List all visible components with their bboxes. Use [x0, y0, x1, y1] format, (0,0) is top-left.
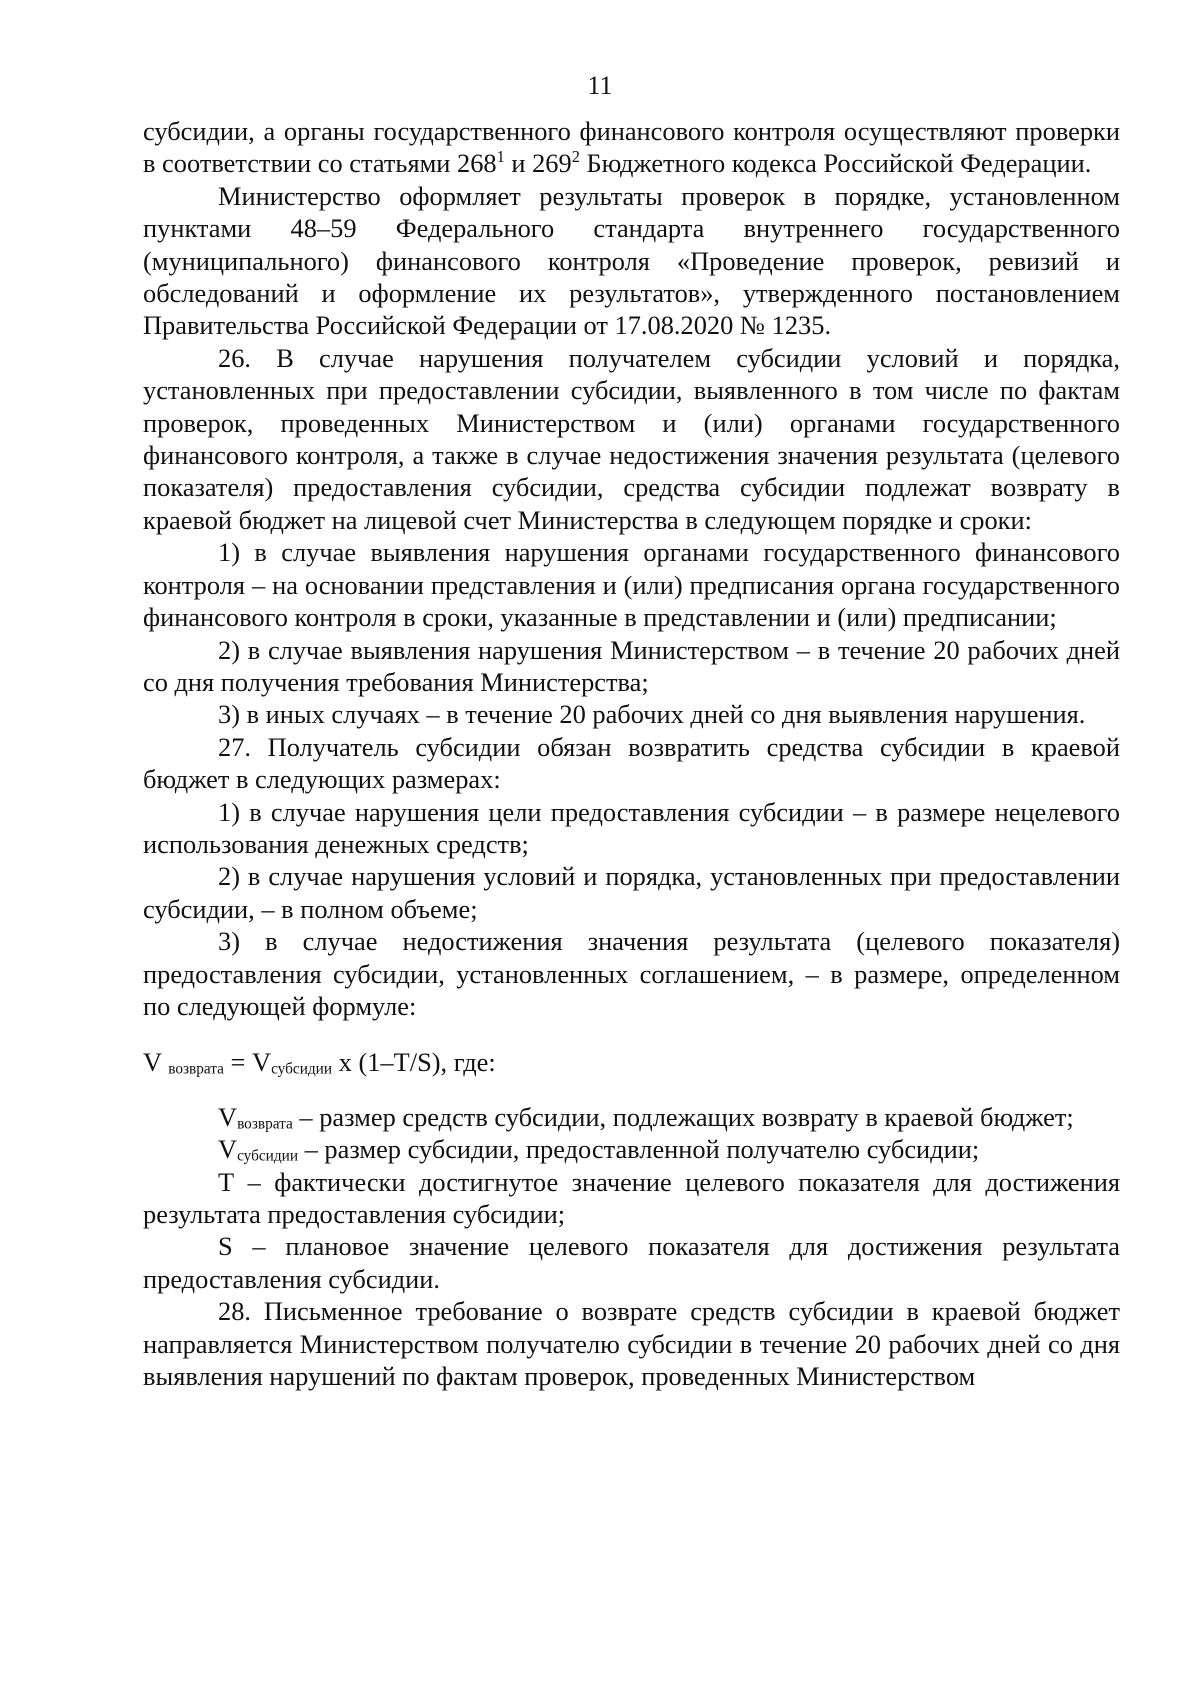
- formula-rest: x (1–T/S), где:: [332, 1047, 496, 1078]
- formula: [143, 1046, 1120, 1078]
- paragraph-inspection-results: Министерство оформляет результаты проверок в порядке, установленном пунктами 48–59 Федерального стандарта внутреннего государственного (муниципального) финансового контроля «Проведение проверок, ревизий и обследований и оформление их результатов», утвержденного постановлением Правительства Российской Федерации от 17.08.2020 № 1235.: [143, 180, 1120, 341]
- definition-s: S – плановое значение целевого показателя для достижения результата предоставления субсидии.: [143, 1231, 1120, 1294]
- document-body: [143, 115, 1120, 1392]
- definition-subscript: возврата: [237, 1115, 293, 1133]
- list-item-26-1: 1) в случае выявления нарушения органами государственного финансового контроля – на основании представления и (или) предписания органа государственного финансового контроля в сроки, указанные в представлении и (или) предписании;: [143, 537, 1120, 633]
- paragraph-continuation: [143, 115, 1120, 180]
- list-item-27-2: 2) в случае нарушения условий и порядка, установленных при предоставлении субсидии, – в полном объеме;: [143, 861, 1120, 924]
- definition-v-subsidy: [143, 1133, 1120, 1165]
- definition-t: Т – фактически достигнутое значение целевого показателя для достижения результата предоставления субсидии;: [143, 1166, 1120, 1229]
- list-item-27-1: 1) в случае нарушения цели предоставления субсидии – в размере нецелевого использования денежных средств;: [143, 796, 1120, 859]
- definition-v: V: [218, 1101, 238, 1132]
- page-number: 11: [587, 71, 613, 100]
- definition-text: – размер средств субсидии, подлежащих возврату в краевой бюджет;: [292, 1101, 1074, 1132]
- formula-subscript-return: возврата: [168, 1060, 224, 1078]
- list-item-27-3: 3) в случае недостижения значения результата (целевого показателя) предоставления субсидии, установленных соглашением, – в размере, определенном по следующей формуле:: [143, 926, 1120, 1021]
- definition-subscript: субсидии: [237, 1147, 299, 1165]
- list-item-26-2: 2) в случае выявления нарушения Министерством – в течение 20 рабочих дней со дня получения требования Министерства;: [143, 634, 1120, 697]
- superscript-2: 2: [571, 147, 580, 167]
- formula-equals: = V: [223, 1047, 272, 1078]
- definition-v-return: [143, 1101, 1120, 1133]
- definition-text: – размер субсидии, предоставленной получателю субсидии;: [298, 1134, 980, 1165]
- paragraph-28: 28. Письменное требование о возврате средств субсидии в краевой бюджет направляется Министерством получателю субсидии в течение 20 рабочих дней со дня выявления нарушений по фактам проверок, проведенных Министерством: [143, 1296, 1120, 1392]
- formula-v: V: [143, 1047, 162, 1078]
- list-item-26-3: 3) в иных случаях – в течение 20 рабочих дней со дня выявления нарушения.: [218, 699, 1086, 730]
- paragraph-27: 27. Получатель субсидии обязан возвратить средства субсидии в краевой бюджет в следующих размерах:: [143, 731, 1120, 795]
- formula-subscript-subsidy: субсидии: [271, 1060, 333, 1078]
- superscript-1: 1: [496, 147, 505, 167]
- text-segment: субсидии, а органы государственного финансового контроля осуществляют проверки в соответствии со статьями 268: [143, 116, 1120, 179]
- paragraph-26: 26. В случае нарушения получателем субсидии условий и порядка, установленных при предоставлении субсидии, выявленного в том числе по фактам проверок, проведенных Министерством и (или) органами государственного финансового контроля, а также в случае недостижения значения результата (целевого показателя) предоставления субсидии, средства субсидии подлежат возврату в краевой бюджет на лицевой счет Министерства в следующем порядке и сроки:: [143, 342, 1120, 535]
- text-segment: и 269: [504, 148, 572, 179]
- text-segment: Бюджетного кодекса Российской Федерации.: [579, 148, 1092, 179]
- definition-v: V: [218, 1134, 238, 1165]
